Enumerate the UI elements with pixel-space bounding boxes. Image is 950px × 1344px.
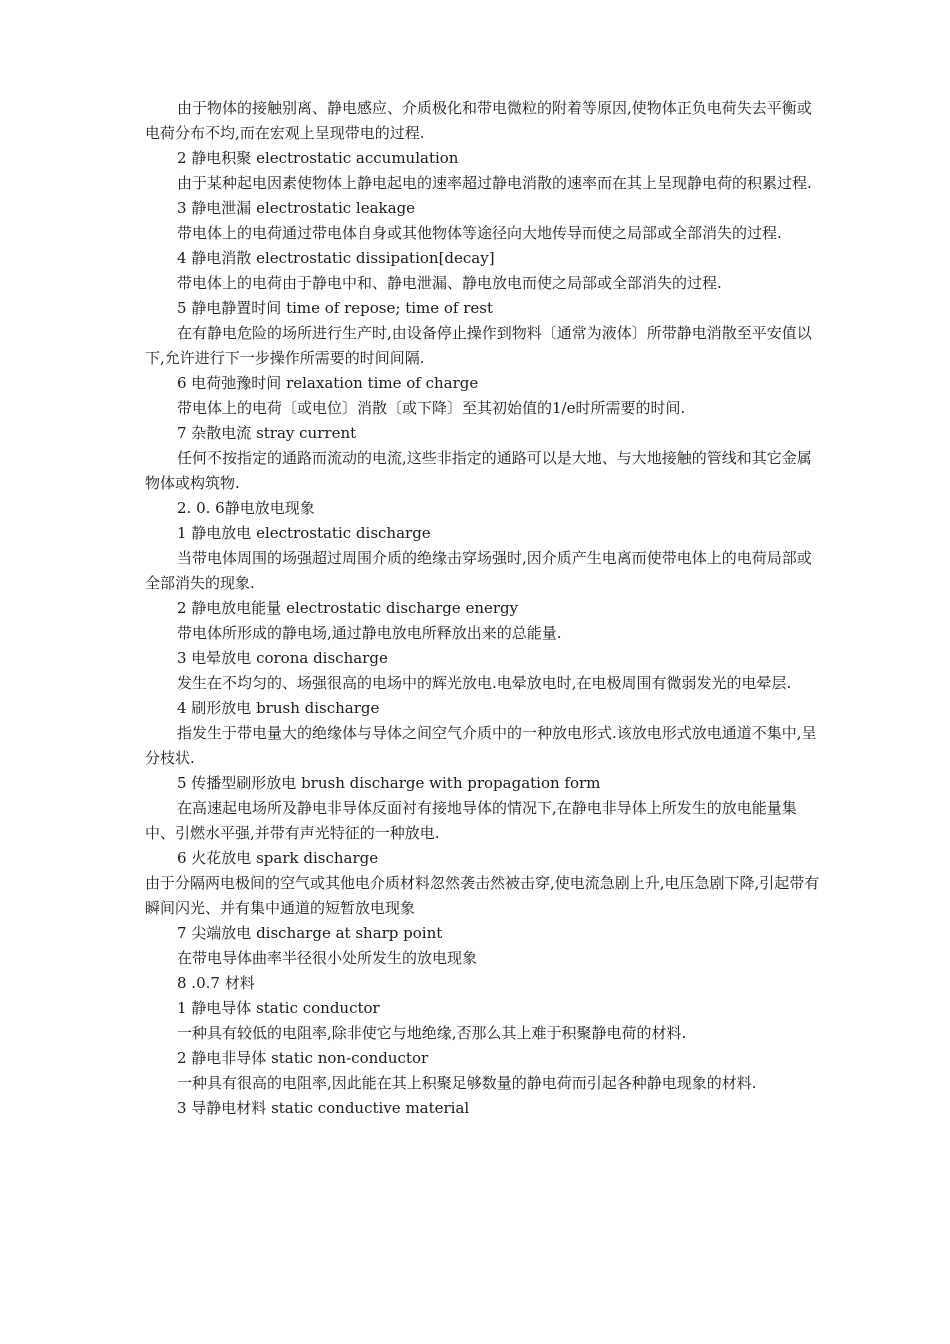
term-heading: 7 杂散电流 stray current [177,424,357,442]
term-heading: 1 静电放电 electrostatic discharge [177,524,431,542]
definition-paragraph: 带电体上的电荷由于静电中和、静电泄漏、静电放电而使之局部或全部消失的过程. [177,274,722,292]
definition-paragraph: 带电体上的电荷通过带电体自身或其他物体等途径向大地传导而使之局部或全部消失的过程. [177,224,782,242]
term-heading: 2 静电非导体 static non-conductor [177,1049,429,1067]
definition-paragraph: 由于某种起电因素使物体上静电起电的速率超过静电消散的速率而在其上呈现静电荷的积累过程. [177,174,812,192]
term-heading: 3 静电泄漏 electrostatic leakage [177,199,416,217]
definition-paragraph: 指发生于带电量大的绝缘体与导体之间空气介质中的一种放电形式.该放电形式放电通道不集中,呈分枝状. [145,724,817,767]
term-heading: 2 静电积聚 electrostatic accumulation [177,149,459,167]
term-heading: 3 电晕放电 corona discharge [177,649,388,667]
term-heading: 2. 0. 6静电放电现象 [177,499,315,517]
term-heading: 3 导静电材料 static conductive material [177,1099,470,1117]
term-heading: 4 静电消散 electrostatic dissipation[decay] [177,249,495,267]
document-page [145,96,825,1121]
term-heading: 1 静电导体 static conductor [177,999,380,1017]
term-heading: 4 刷形放电 brush discharge [177,699,380,717]
term-heading: 2 静电放电能量 electrostatic discharge energy [177,599,519,617]
definition-paragraph: 当带电体周围的场强超过周围介质的绝缘击穿场强时,因介质产生电离而使带电体上的电荷局部或全部消失的现象. [145,549,812,592]
definition-paragraph: 带电体所形成的静电场,通过静电放电所释放出来的总能量. [177,624,562,642]
definition-paragraph: 由于分隔两电极间的空气或其他电介质材料忽然袭击然被击穿,使电流急剧上升,电压急剧下降,引起带有瞬间闪光、并有集中通道的短暂放电现象 [145,874,820,917]
definition-paragraph: 一种具有较低的电阻率,除非使它与地绝缘,否那么其上难于积聚静电荷的材料. [177,1024,687,1042]
definition-paragraph: 任何不按指定的通路而流动的电流,这些非指定的通路可以是大地、与大地接触的管线和其它金属物体或构筑物. [145,449,812,492]
definition-paragraph: 发生在不均匀的、场强很高的电场中的辉光放电.电晕放电时,在电极周围有微弱发光的电晕层. [177,674,792,692]
definition-paragraph: 一种具有很高的电阻率,因此能在其上积聚足够数量的静电荷而引起各种静电现象的材料. [177,1074,757,1092]
term-heading: 5 静电静置时间 time of repose; time of rest [177,299,494,317]
term-heading: 7 尖端放电 discharge at sharp point [177,924,443,942]
definition-paragraph: 带电体上的电荷〔或电位〕消散〔或下降〕至其初始值的1/e时所需要的时间. [177,399,686,417]
term-heading: 6 火花放电 spark discharge [177,849,379,867]
definition-paragraph: 在有静电危险的场所进行生产时,由设备停止操作到物料〔通常为液体〕所带静电消散至平安值以下,允许进行下一步操作所需要的时间间隔. [145,324,812,367]
definition-paragraph: 在高速起电场所及静电非导体反面衬有接地导体的情况下,在静电非导体上所发生的放电能量集中、引燃水平强,并带有声光特征的一种放电. [145,799,797,842]
term-heading: 5 传播型刷形放电 brush discharge with propagation form [177,774,601,792]
definition-paragraph: 由于物体的接触别离、静电感应、介质极化和带电微粒的附着等原因,使物体正负电荷失去平衡或电荷分布不均,而在宏观上呈现带电的过程. [145,99,812,142]
term-heading: 6 电荷弛豫时间 relaxation time of charge [177,374,479,392]
definition-paragraph: 在带电导体曲率半径很小处所发生的放电现象 [177,949,478,967]
term-heading: 8 .0.7 材料 [177,974,255,992]
